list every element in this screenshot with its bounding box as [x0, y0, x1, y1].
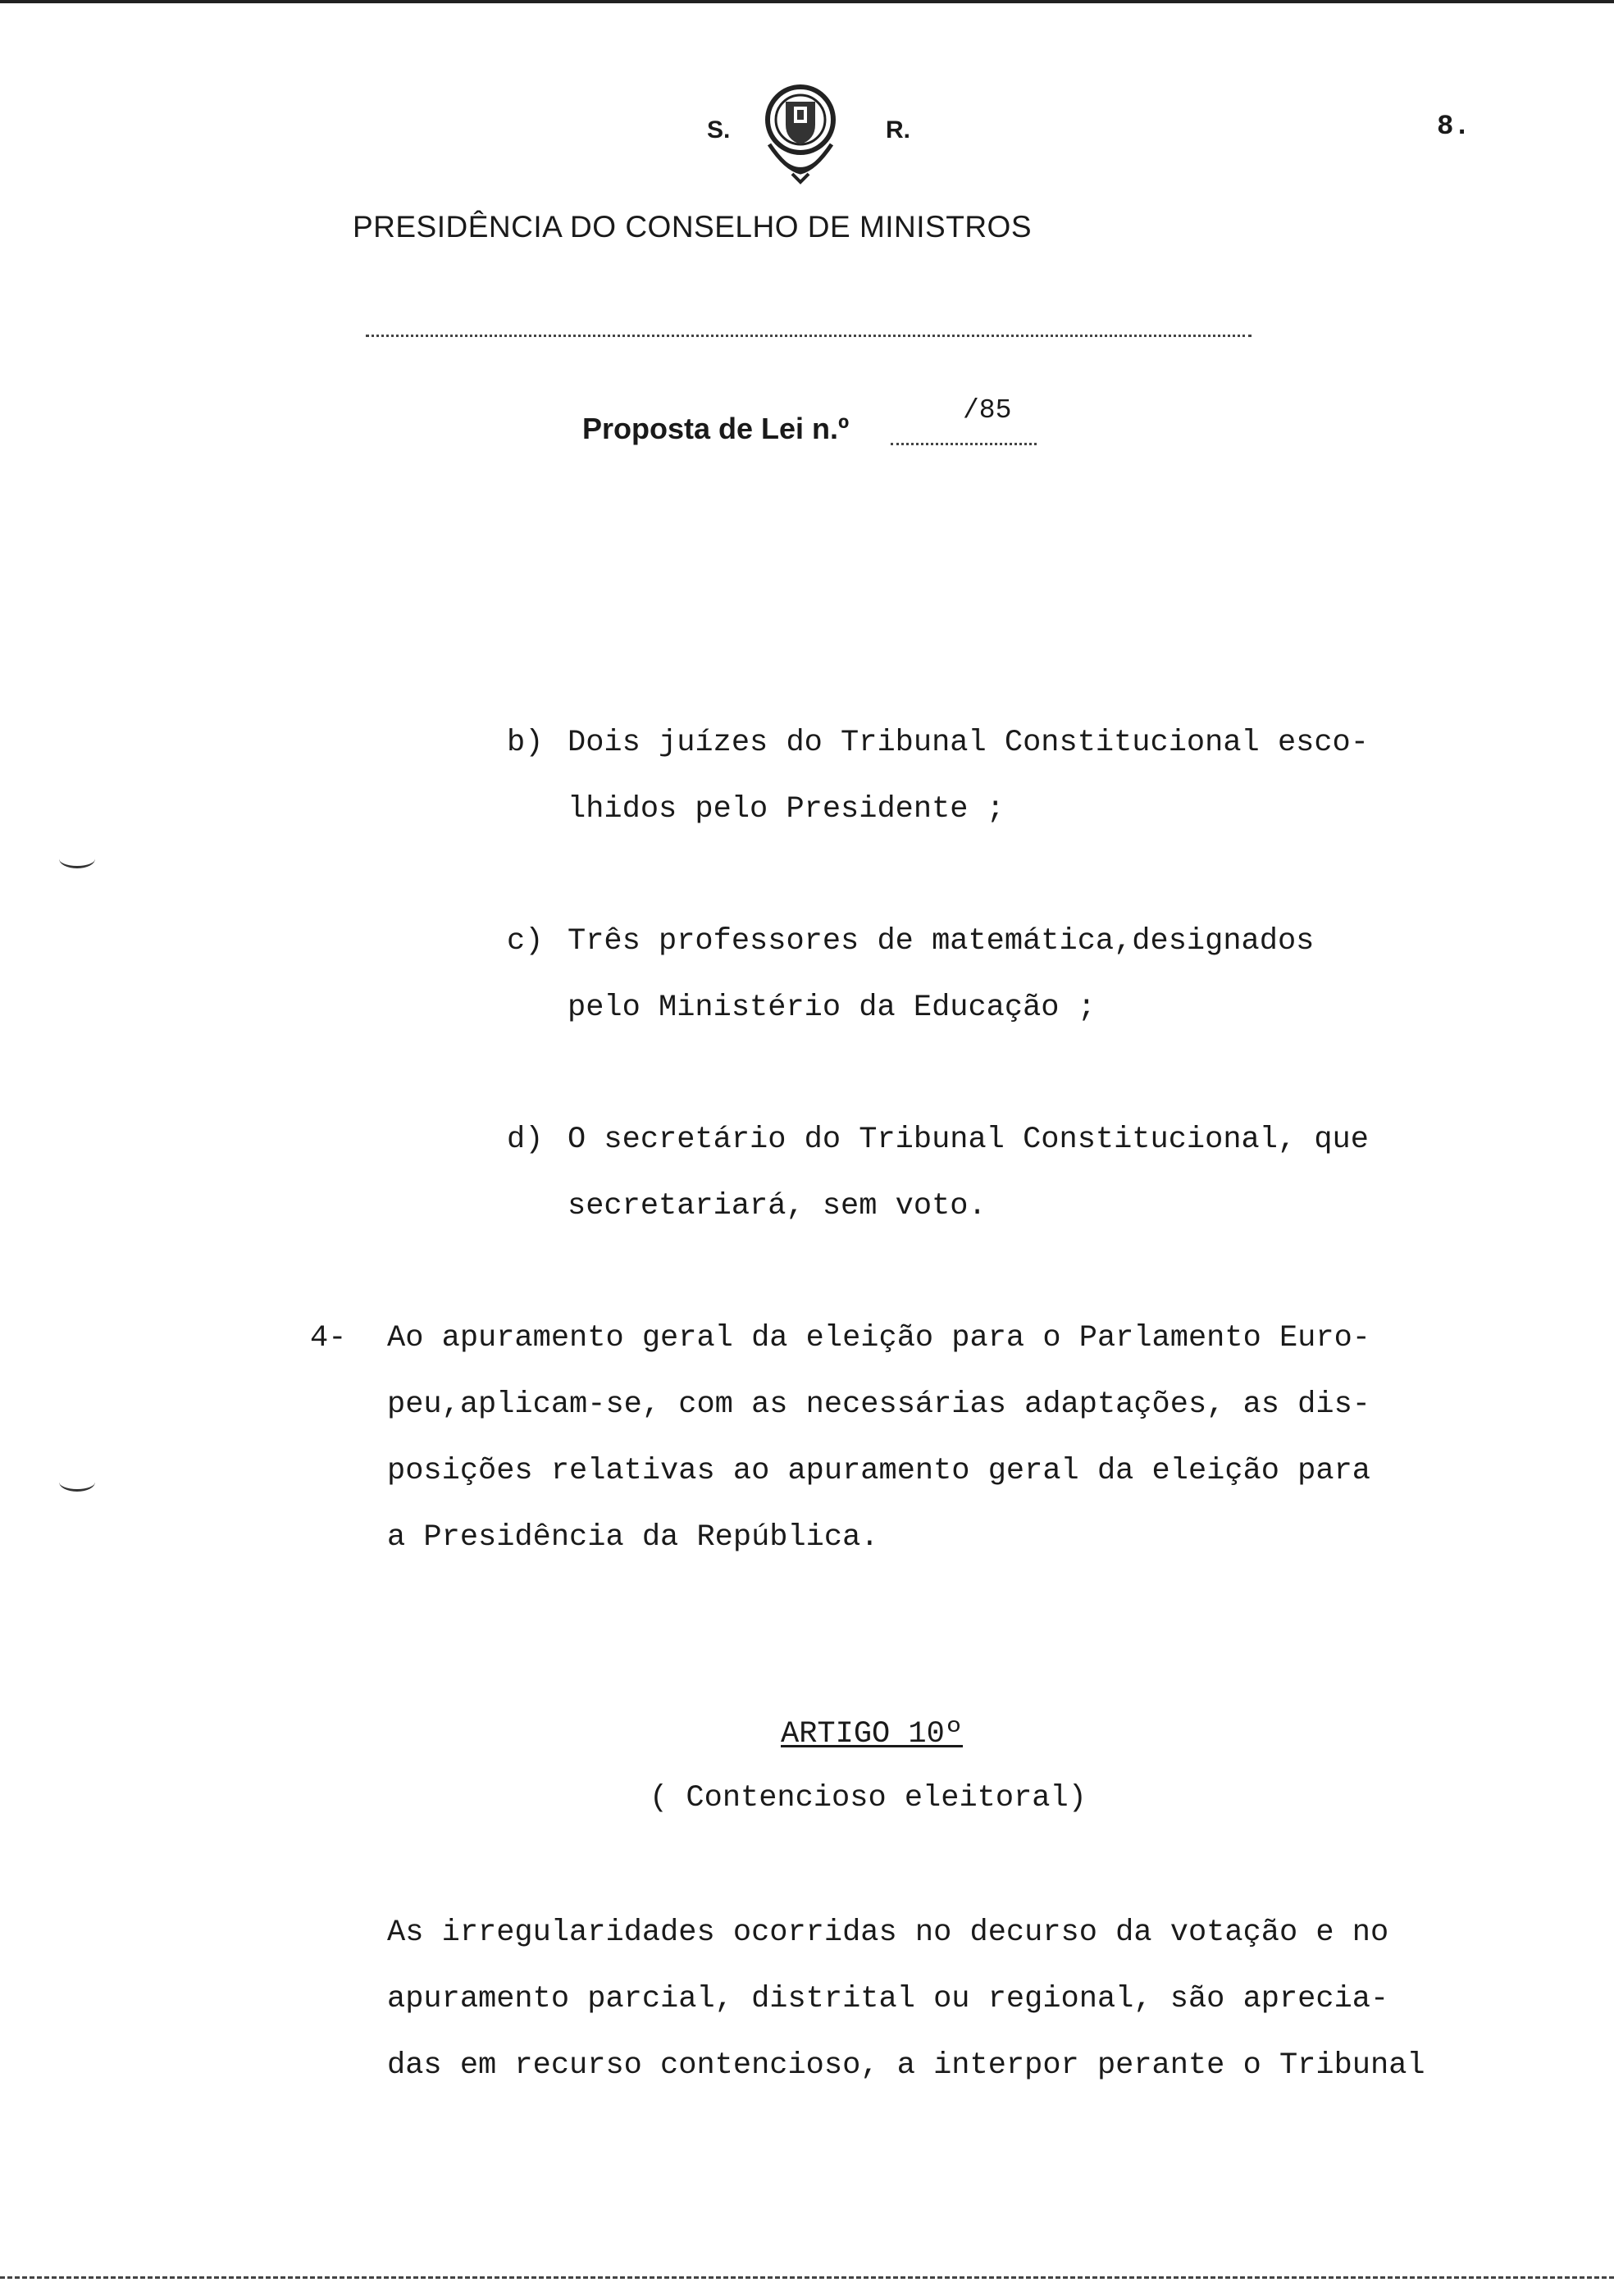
paragraph-4-line4: a Presidência da República. — [387, 1520, 879, 1555]
header-r-label: R. — [886, 116, 910, 144]
coat-of-arms-seal — [761, 74, 840, 185]
ministry-heading-text: PRESIDÊNCIA DO CONSELHO DE MINISTROS — [352, 210, 1033, 244]
item-b-marker: b) — [507, 726, 544, 760]
margin-hole-mark — [59, 850, 95, 868]
item-c-line2: pelo Ministério da Educação ; — [568, 991, 1096, 1025]
margin-hole-mark — [59, 1473, 95, 1492]
proposta-number-field-line — [891, 443, 1037, 445]
page-number: 8. — [1437, 112, 1470, 143]
article-line3: das em recurso contencioso, a interpor perante o Tribunal — [387, 2048, 1425, 2083]
paragraph-4-marker: 4- — [310, 1321, 347, 1355]
paragraph-4-line2: peu,aplicam-se, com as necessárias adaptações, as dis- — [387, 1387, 1370, 1422]
item-b-line2: lhidos pelo Presidente ; — [568, 792, 1005, 827]
paragraph-4-line3: posições relativas ao apuramento geral da eleição para — [387, 1454, 1370, 1488]
article-title: ARTIGO 10º — [781, 1717, 964, 1752]
item-d-line2: secretariará, sem voto. — [568, 1189, 987, 1223]
item-b-line1: Dois juízes do Tribunal Constitucional esco- — [568, 726, 1369, 760]
top-border-line — [0, 0, 1614, 3]
item-c-marker: c) — [507, 924, 544, 959]
article-subtitle: ( Contencioso eleitoral) — [650, 1781, 1087, 1815]
article-line1: As irregularidades ocorridas no decurso da votação e no — [387, 1916, 1389, 1950]
item-c-line1: Três professores de matemática,designados — [568, 924, 1315, 959]
proposta-number: /85 — [963, 395, 1012, 426]
bottom-border-line — [0, 2276, 1614, 2279]
ministry-heading — [0, 210, 1614, 244]
dotted-separator — [366, 335, 1252, 337]
item-d-line1: O secretário do Tribunal Constitucional, que — [568, 1123, 1369, 1157]
proposta-label: Proposta de Lei n.º — [582, 412, 850, 445]
header-s-label: S. — [707, 116, 731, 144]
article-line2: apuramento parcial, distrital ou regional, são aprecia- — [387, 1982, 1389, 2016]
paragraph-4-line1: Ao apuramento geral da eleição para o Parlamento Euro- — [387, 1321, 1370, 1355]
item-d-marker: d) — [507, 1123, 544, 1157]
